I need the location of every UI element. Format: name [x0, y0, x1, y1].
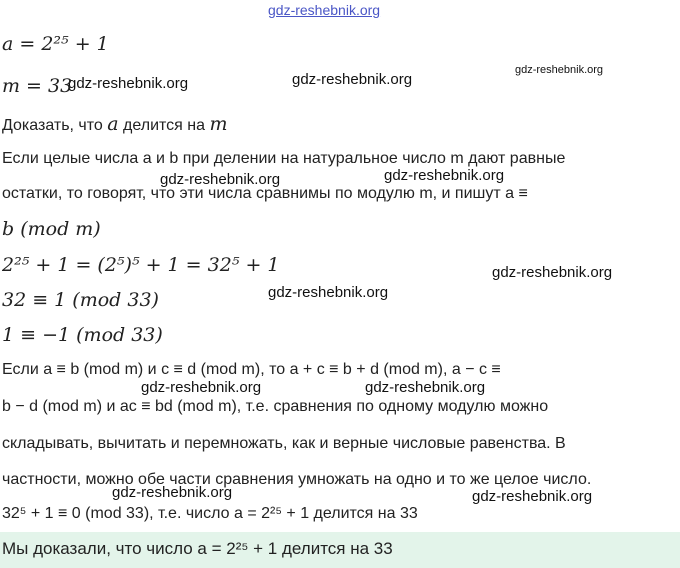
task-text-mid: делится на [118, 117, 210, 134]
given-a: a = 2²⁵ + 1 [2, 33, 109, 55]
task-var-a: a [107, 113, 119, 135]
watermark: gdz-reshebnik.org [68, 75, 189, 92]
watermark: gdz-reshebnik.org [112, 484, 233, 501]
watermark: gdz-reshebnik.org [384, 167, 505, 184]
watermark: gdz-reshebnik.org [365, 379, 486, 396]
given-m: m = 33 [2, 75, 73, 97]
property-line-2: b − d (mod m) и ac ≡ bd (mod m), т.е. сравнения по одному модулю можно [2, 398, 549, 415]
result-text: Мы доказали, что число a = 2²⁵ + 1 делится на 33 [2, 539, 393, 558]
watermark: gdz-reshebnik.org [472, 488, 593, 505]
equation-congruence-32: 32 ≡ 1 (mod 33) [2, 289, 159, 311]
watermark-top[interactable]: gdz-reshebnik.org [268, 2, 381, 18]
property-line-1: Если a ≡ b (mod m) и c ≡ d (mod m), то a + c ≡ b + d (mod m), a − c ≡ [2, 361, 501, 378]
watermark: gdz-reshebnik.org [141, 379, 262, 396]
definition-line-2: остатки, то говорят, что эти числа сравнимы по модулю m, и пишут a ≡ [2, 185, 528, 202]
task-text: Доказать, что [2, 117, 108, 134]
result-box [0, 532, 680, 568]
task-var-m: m [209, 113, 228, 135]
definition-line-3: b (mod m) [2, 218, 101, 240]
watermark: gdz-reshebnik.org [492, 264, 613, 281]
definition-line-1: Если целые числа a и b при делении на натуральное число m дают равные [2, 150, 566, 167]
watermark: gdz-reshebnik.org [268, 284, 389, 301]
conclusion-line: 32⁵ + 1 ≡ 0 (mod 33), т.е. число a = 2²⁵ + 1 делится на 33 [2, 505, 418, 522]
watermark: gdz-reshebnik.org [160, 171, 281, 188]
watermark: gdz-reshebnik.org [292, 71, 413, 88]
property-line-3: складывать, вычитать и перемножать, как и верные числовые равенства. В [2, 435, 566, 452]
watermark: gdz-reshebnik.org [515, 64, 604, 76]
property-line-4: частности, можно обе части сравнения умножать на одно и то же целое число. [2, 471, 592, 488]
equation-power: 2²⁵ + 1 = (2⁵)⁵ + 1 = 32⁵ + 1 [2, 254, 280, 276]
task-statement [2, 114, 227, 136]
equation-congruence-1: 1 ≡ −1 (mod 33) [2, 324, 163, 346]
